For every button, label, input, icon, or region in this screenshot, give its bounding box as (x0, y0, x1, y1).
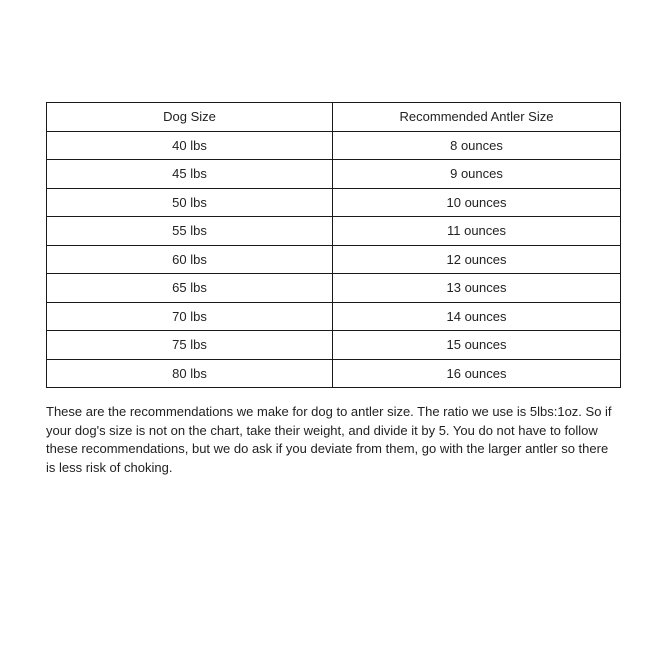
table-header-row (47, 103, 621, 132)
table-row (47, 302, 621, 331)
header-dog-size: Dog Size (47, 103, 333, 132)
dog-size-cell: 60 lbs (47, 245, 333, 274)
header-recommended-antler-size: Recommended Antler Size (333, 103, 621, 132)
antler-size-cell: 9 ounces (333, 160, 621, 189)
antler-size-cell: 16 ounces (333, 359, 621, 388)
dog-size-cell: 65 lbs (47, 274, 333, 303)
antler-size-cell: 15 ounces (333, 331, 621, 360)
table-row (47, 131, 621, 160)
antler-size-cell: 11 ounces (333, 217, 621, 246)
dog-size-cell: 80 lbs (47, 359, 333, 388)
recommendation-note: These are the recommendations we make for dog to antler size. The ratio we use is 5lbs:1oz. So if your dog's size is not on the chart, take their weight, and divide it by 5. You do not have to follow these recommendations, but we do ask if you deviate from them, go with the larger antler so there is less risk of choking. (46, 404, 612, 475)
table-row (47, 274, 621, 303)
dog-size-cell: 40 lbs (47, 131, 333, 160)
dog-size-cell: 75 lbs (47, 331, 333, 360)
antler-size-cell: 13 ounces (333, 274, 621, 303)
dog-size-cell: 45 lbs (47, 160, 333, 189)
table-row (47, 331, 621, 360)
table-row (47, 359, 621, 388)
table-row (47, 160, 621, 189)
antler-size-cell: 12 ounces (333, 245, 621, 274)
antler-size-cell: 8 ounces (333, 131, 621, 160)
dog-size-cell: 70 lbs (47, 302, 333, 331)
table-row (47, 188, 621, 217)
table-row (47, 217, 621, 246)
dog-size-cell: 55 lbs (47, 217, 333, 246)
antler-size-cell: 10 ounces (333, 188, 621, 217)
dog-size-cell: 50 lbs (47, 188, 333, 217)
table-row (47, 245, 621, 274)
antler-size-cell: 14 ounces (333, 302, 621, 331)
antler-size-table (46, 102, 621, 388)
